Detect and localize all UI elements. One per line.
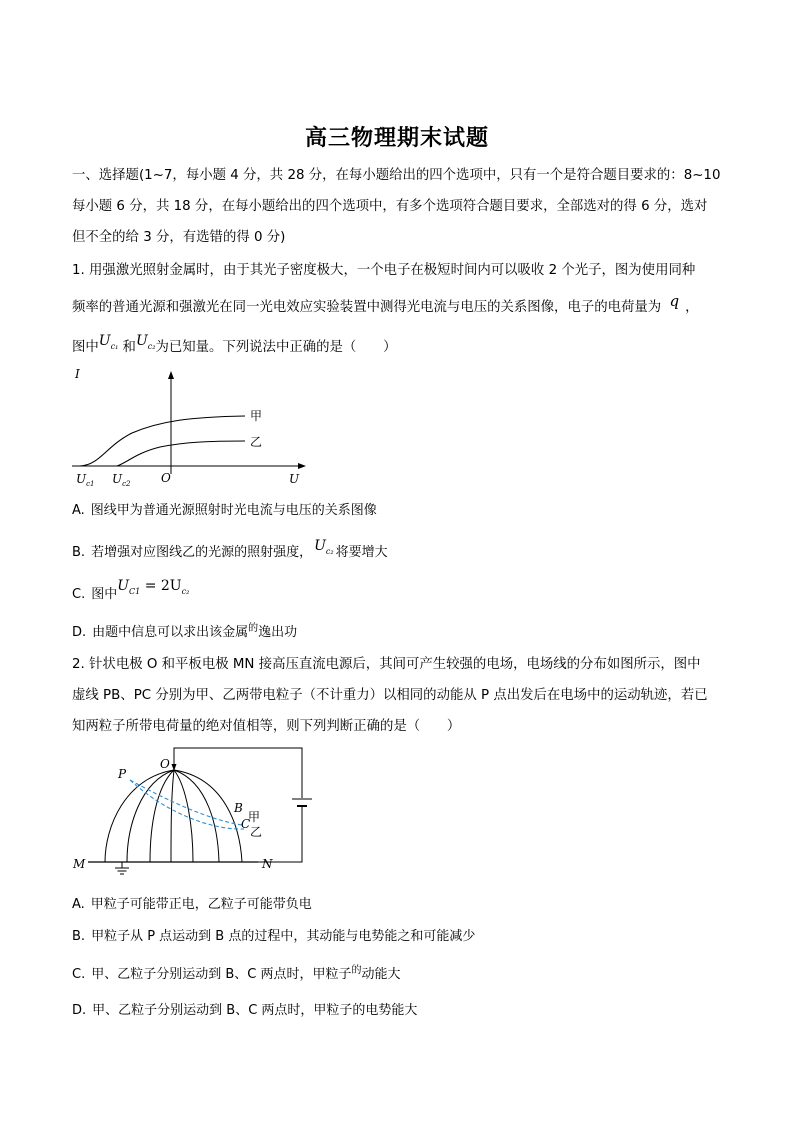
q1-option-c-formula [117,578,189,594]
q1-option-c-formula-sub: C1 [129,586,141,596]
q1-option-d-text-b: 逸出功 [258,625,298,640]
label-p: P [118,767,127,781]
q1-option-a[interactable] [72,499,377,518]
section-instructions-line-1: 一、选择题(1~7，每小题 4 分，共 28 分，在每小题给出的四个选项中，只有一个是符合题目要求的：8~10 [72,168,721,183]
wire-bottom [258,806,302,862]
q1-option-d[interactable] [72,621,297,640]
q1-stem-line-2-end: ， [685,300,699,315]
graph-u-axis-arrow [298,463,306,469]
q1-option-c-formula-sub2: c₂ [181,586,190,596]
q1-stem-line-3-a: 图中 [72,340,99,355]
field-lines [105,770,242,862]
section-instructions-line-2: 每小题 6 分，共 18 分，在每小题给出的四个选项中，有多个选项符合题目要求，全部选对的得 6 分，选对 [72,199,708,214]
q1-charge-symbol: q [669,292,680,310]
q1-option-c-formula-eq: = 2U [140,578,182,594]
graph-uc1-tick [76,472,95,488]
q1-stem-line-2-text: 频率的普通光源和强激光在同一光电效应实验装置中测得光电流与电压的关系图像，电子的电荷量为 [72,300,662,315]
q1-uc1-sub: c₁ [110,341,119,351]
q1-stem-line-3 [72,333,397,361]
q1-stem-line-2 [72,292,699,316]
q1-option-d-small: 的 [248,623,259,634]
q1-uc2-sub: c₂ [147,341,156,351]
q2-option-a-label: A. [72,897,85,912]
q1-iu-graph [70,366,310,490]
label-c: C [241,817,251,831]
graph-i-label: I [75,367,80,381]
q1-option-c-text-a: 图中 [91,587,118,602]
q2-option-a-text: 甲粒子可能带正电，乙粒子可能带负电 [90,897,312,912]
graph-uc1-letter: U [76,472,87,486]
q1-option-b-sym-sub: c₂ [325,546,334,556]
section-instructions-line-3: 但不全的给 3 分，有选错的得 0 分) [72,230,286,245]
q1-stem-line-3-b: 和 [122,340,136,355]
label-yi: 乙 [250,825,263,839]
q2-option-d[interactable] [72,999,417,1018]
q2-option-c-small: 的 [351,965,362,976]
q2-stem-line-3: 知两粒子所带电荷量的绝对值相等，则下列判断正确的是（ ） [72,719,461,734]
label-n: N [262,857,273,871]
q1-option-b-label: B. [72,545,86,560]
q1-option-c[interactable] [72,578,190,604]
graph-i-axis-arrow [168,371,174,379]
q2-stem-line-2: 虚线 PB、PC 分别为甲、乙两带电粒子（不计重力）以相同的动能从 P 点出发后在电场中的运动轨迹，若已 [72,688,708,703]
q1-uc1-symbol [99,333,119,349]
q1-option-c-formula-letter: U [117,578,130,594]
q2-option-b-label: B. [72,929,86,944]
q2-option-d-label: D. [72,1003,87,1018]
graph-curve-yi-label: 乙 [250,435,263,449]
q1-uc1-letter: U [98,333,111,349]
q2-option-c-text-b: 动能大 [361,967,401,982]
q1-option-b-text-a: 若增强对应图线乙的光源的照射强度， [91,545,313,560]
q1-stem-line-1: 1. 用强激光照射金属时，由于其光子密度极大，一个电子在极短时间内可以吸收 2 个光子，图为使用同种 [72,263,696,278]
q1-option-b[interactable] [72,538,388,562]
q2-option-b-text: 甲粒子从 P 点运动到 B 点的过程中，其动能与电势能之和可能减少 [91,929,476,944]
q2-option-c-label: C. [72,967,86,982]
q2-option-c-text-a: 甲、乙粒子分别运动到 B、C 两点时，甲粒子 [91,967,352,982]
q2-field-figure [70,742,320,878]
q1-option-b-symbol [314,538,334,554]
label-jia: 甲 [248,810,261,824]
q1-option-a-label: A. [72,503,85,518]
q1-option-c-label: C. [72,587,86,602]
graph-origin-label: O [161,471,171,485]
graph-curve-yi [117,441,245,466]
wire-top [174,748,302,798]
graph-curve-jia-label: 甲 [250,409,263,423]
trajectory-pb [130,780,242,825]
q2-option-d-text: 甲、乙粒子分别运动到 B、C 两点时，甲粒子的电势能大 [92,1003,418,1018]
q1-option-d-label: D. [72,625,87,640]
label-b: B [234,801,243,815]
label-m: M [73,857,86,871]
q1-stem-line-3-c: 为已知量。下列说法中正确的是（ ） [155,340,397,355]
q2-option-b[interactable] [72,925,475,944]
graph-u-label: U [289,472,300,486]
graph-uc2-sub: c2 [122,480,131,488]
q1-uc2-letter: U [135,333,148,349]
q1-option-a-text: 图线甲为普通光源照射时光电流与电压的关系图像 [90,503,377,518]
q1-option-d-text-a: 由题中信息可以求出该金属 [92,625,249,640]
q1-uc2-symbol [136,333,156,349]
graph-uc2-tick [112,472,131,488]
q2-option-c[interactable] [72,963,401,982]
graph-uc2-letter: U [112,472,123,486]
q2-option-a[interactable] [72,893,312,912]
q1-option-b-sym-letter: U [314,538,326,554]
q2-stem-line-1: 2. 针状电极 O 和平板电极 MN 接高压直流电源后，其间可产生较强的电场，电场线的分布如图所示，图中 [72,657,701,672]
graph-uc1-sub: c1 [86,480,95,488]
page-title: 高三物理期末试题 [304,125,489,151]
q1-option-b-text-b: 将要增大 [335,545,388,560]
label-o: O [160,757,170,771]
